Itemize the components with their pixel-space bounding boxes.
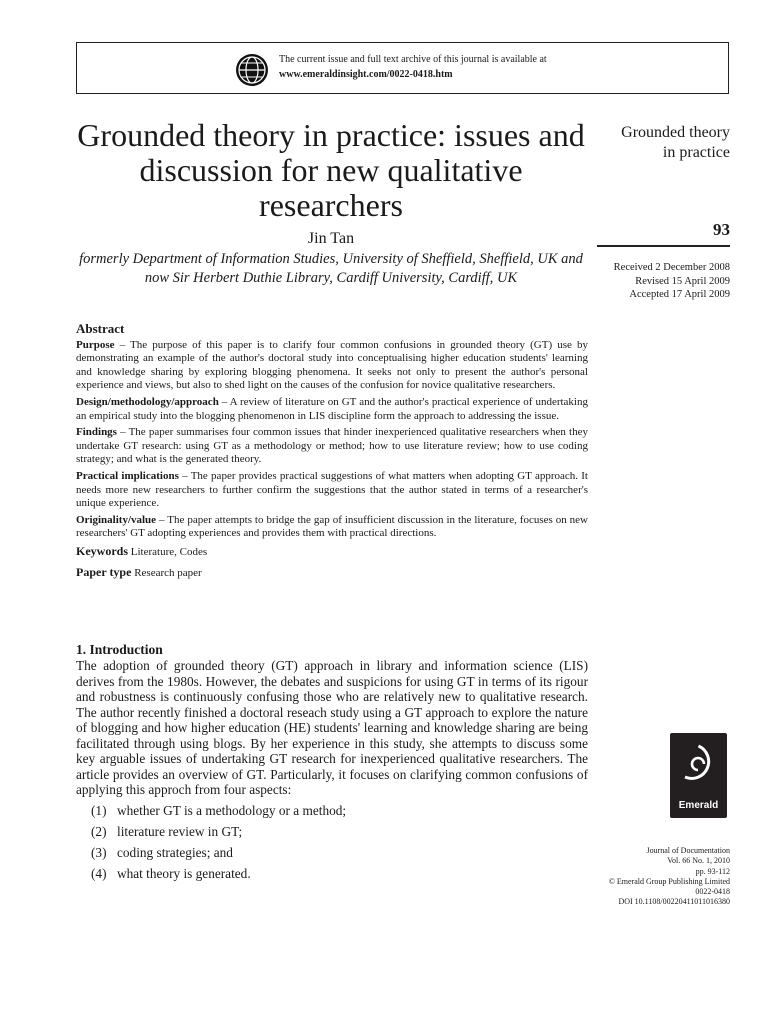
revised-date: Revised 15 April 2009 xyxy=(635,275,730,287)
journal-pages: pp. 93-112 xyxy=(695,866,730,876)
list-number: (4) xyxy=(91,865,107,881)
journal-issn: 0022-0418 xyxy=(695,887,730,897)
received-date: Received 2 December 2008 xyxy=(613,262,730,273)
list-item xyxy=(76,821,588,842)
abstract-label: Purpose xyxy=(76,338,115,351)
abstract-text: – The paper summarises four common issues that hinder inexperienced qualitative researchers when they undertake GT research: using GT as a methodology or method; how to use literature review; how to use coding strategy; and what is the generated theory. xyxy=(76,426,588,466)
accepted-date: Accepted 17 April 2009 xyxy=(629,289,730,300)
abstract-text: – The purpose of this paper is to clarify four common confusions in grounded theory (GT) use by demonstrating an example of the author's doctoral study into conceptualising higher education students' learning and knowledge sharing by exploring blogging phenomena. It seeks not only to present the author's personal experience and views, but also to shed light on the causes of the confusion for novice qualitative researchers. xyxy=(76,338,588,392)
article-dates xyxy=(580,261,730,302)
journal-name: Journal of Documentation xyxy=(646,846,730,855)
introduction-section xyxy=(76,642,588,884)
list-text: literature review in GT; xyxy=(117,823,243,839)
article-title: Grounded theory in practice: issues and discussion for new qualitative researchers xyxy=(77,117,585,223)
abstract-text: – A review of literature on GT and the author's practical experience of undertaking an empirical study into the blogging phenomenon in LIS discipline form the approach to addressing the issue. xyxy=(76,395,588,422)
list-number: (2) xyxy=(91,823,107,839)
journal-url-link[interactable]: www.emeraldinsight.com/0022-0418.htm xyxy=(279,69,453,80)
paper-type-value: Research paper xyxy=(134,566,202,579)
list-text: what theory is generated. xyxy=(117,865,251,881)
abstract-heading: Abstract xyxy=(76,321,125,336)
author-name: Jin Tan xyxy=(307,230,355,247)
list-item xyxy=(76,863,588,884)
list-number: (1) xyxy=(91,802,107,818)
running-head xyxy=(560,123,730,163)
journal-volume: Vol. 66 No. 1, 2010 xyxy=(667,856,730,866)
page-number: 93 xyxy=(713,220,730,239)
journal-publisher: © Emerald Group Publishing Limited xyxy=(608,876,730,886)
keywords-value: Literature, Codes xyxy=(130,545,208,558)
aspects-list xyxy=(76,800,588,884)
journal-info xyxy=(570,846,730,908)
introduction-body: The adoption of grounded theory (GT) approach in library and information science (LIS) derives from the 1980s. However, the debates and suspicions for using GT in terms of its rigour and robustness is continuously confusing those who are relatively new to qualitative research. The author recently finished a doctoral reseach study using a GT approach to explore the nature of blogging and how higher education (HE) students' learning and knowledge sharing are being facilitated through using blogs. By her experience in this study, she attempts to discuss some key arguable issues of undertaking GT research for inexperienced qualitative researchers. The article provides an overview of GT. Particularly, it focuses on clarifying common confusions of applying this approch from four aspects: xyxy=(76,658,588,797)
abstract-label: Originality/value xyxy=(76,513,157,526)
divider xyxy=(597,245,730,247)
availability-note: The current issue and full text archive of this journal is available at xyxy=(279,54,547,65)
list-number: (3) xyxy=(91,844,107,860)
abstract-label: Practical implications xyxy=(76,469,179,482)
emerald-swirl-icon xyxy=(679,742,718,792)
abstract-design xyxy=(76,396,588,423)
journal-doi: DOI 10.1108/00220411011016380 xyxy=(618,897,730,907)
abstract-text: – The paper attempts to bridge the gap of insufficient discussion in the literature, focuses on new researchers' GT adopting experiences and provides them with practical directions. xyxy=(76,513,588,540)
abstract-label: Findings xyxy=(76,426,117,439)
section-heading: 1. Introduction xyxy=(76,642,163,657)
logo-wordmark: Emerald xyxy=(678,800,719,811)
running-head-line2: in practice xyxy=(662,144,730,161)
abstract-implications xyxy=(76,470,588,511)
running-head-line1: Grounded theory xyxy=(621,124,730,141)
list-item xyxy=(76,842,588,863)
abstract-originality xyxy=(76,514,588,541)
globe-icon xyxy=(235,53,269,87)
keywords xyxy=(76,545,588,560)
paper-type xyxy=(76,566,588,581)
list-text: coding strategies; and xyxy=(117,844,233,860)
abstract xyxy=(76,322,588,580)
paper-type-label: Paper type xyxy=(76,564,132,579)
abstract-label: Design/methodology/approach xyxy=(76,395,219,408)
abstract-findings xyxy=(76,426,588,467)
journal-availability-box xyxy=(76,42,729,94)
author-affiliation: formerly Department of Information Studies, University of Sheffield, Sheffield, UK and now Sir Herbert Duthie Library, Cardiff University, Cardiff, UK xyxy=(79,251,583,286)
emerald-logo xyxy=(670,733,727,818)
abstract-text: – The paper provides practical suggestions of what matters when adopting GT approach. It needs more new researchers to further confirm the suggestions that the author stated in terms of a researcher's unique experience. xyxy=(76,469,588,510)
abstract-purpose xyxy=(76,339,588,393)
list-item xyxy=(76,800,588,821)
list-text: whether GT is a methodology or a method; xyxy=(117,802,347,818)
keywords-label: Keywords xyxy=(76,543,128,558)
